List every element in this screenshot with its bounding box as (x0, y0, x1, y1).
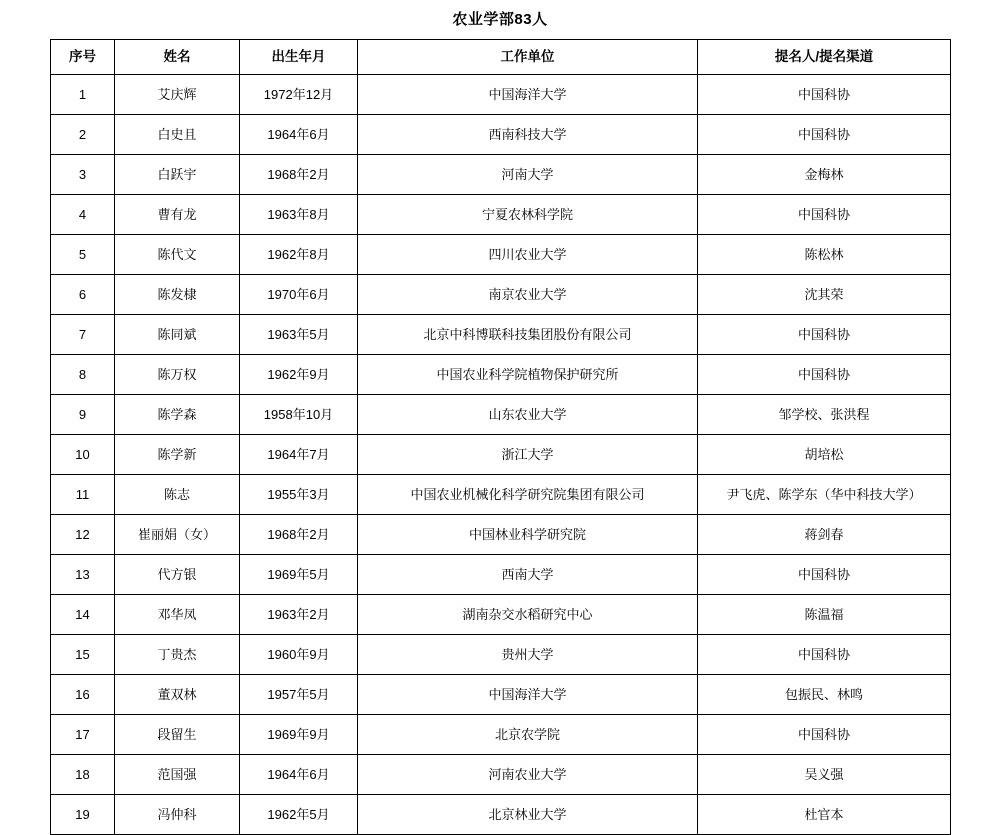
cell-index: 19 (51, 795, 115, 835)
cell-birth: 1962年5月 (240, 795, 358, 835)
cell-birth: 1958年10月 (240, 395, 358, 435)
cell-org: 西南大学 (358, 555, 698, 595)
cell-org: 中国农业机械化科学研究院集团有限公司 (358, 475, 698, 515)
cell-index: 3 (51, 155, 115, 195)
cell-index: 11 (51, 475, 115, 515)
cell-birth: 1968年2月 (240, 515, 358, 555)
table-row (51, 195, 951, 235)
cell-nom: 蒋剑春 (698, 515, 951, 555)
cell-birth: 1963年5月 (240, 315, 358, 355)
cell-org: 中国农业科学院植物保护研究所 (358, 355, 698, 395)
cell-index: 14 (51, 595, 115, 635)
cell-name: 代方银 (115, 555, 240, 595)
cell-birth: 1963年8月 (240, 195, 358, 235)
cell-index: 2 (51, 115, 115, 155)
cell-org: 山东农业大学 (358, 395, 698, 435)
cell-name: 艾庆辉 (115, 75, 240, 115)
cell-name: 陈代文 (115, 235, 240, 275)
table-body (51, 75, 951, 835)
table-row (51, 75, 951, 115)
roster-table (50, 39, 951, 835)
cell-birth: 1964年7月 (240, 435, 358, 475)
table-row (51, 115, 951, 155)
cell-org: 南京农业大学 (358, 275, 698, 315)
cell-birth: 1969年5月 (240, 555, 358, 595)
cell-birth: 1957年5月 (240, 675, 358, 715)
table-header (51, 40, 951, 75)
cell-nom: 中国科协 (698, 635, 951, 675)
column-header-name: 姓名 (115, 40, 240, 75)
cell-index: 4 (51, 195, 115, 235)
cell-nom: 尹飞虎、陈学东（华中科技大学） (698, 475, 951, 515)
cell-index: 9 (51, 395, 115, 435)
cell-org: 贵州大学 (358, 635, 698, 675)
cell-org: 北京林业大学 (358, 795, 698, 835)
table-row (51, 795, 951, 835)
cell-birth: 1962年9月 (240, 355, 358, 395)
cell-name: 陈学森 (115, 395, 240, 435)
cell-name: 陈发棣 (115, 275, 240, 315)
cell-nom: 包振民、林鸣 (698, 675, 951, 715)
cell-org: 中国海洋大学 (358, 675, 698, 715)
cell-index: 16 (51, 675, 115, 715)
table-header-row (51, 40, 951, 75)
cell-org: 河南农业大学 (358, 755, 698, 795)
cell-name: 冯仲科 (115, 795, 240, 835)
cell-org: 中国海洋大学 (358, 75, 698, 115)
cell-name: 白史且 (115, 115, 240, 155)
cell-index: 5 (51, 235, 115, 275)
cell-birth: 1970年6月 (240, 275, 358, 315)
cell-index: 15 (51, 635, 115, 675)
table-row (51, 275, 951, 315)
cell-nom: 吴义强 (698, 755, 951, 795)
cell-org: 北京中科博联科技集团股份有限公司 (358, 315, 698, 355)
cell-org: 河南大学 (358, 155, 698, 195)
cell-name: 陈万权 (115, 355, 240, 395)
cell-nom: 中国科协 (698, 355, 951, 395)
cell-name: 白跃宇 (115, 155, 240, 195)
cell-name: 陈志 (115, 475, 240, 515)
table-row (51, 715, 951, 755)
cell-index: 12 (51, 515, 115, 555)
cell-birth: 1964年6月 (240, 115, 358, 155)
table-row (51, 395, 951, 435)
table-row (51, 515, 951, 555)
cell-nom: 杜官本 (698, 795, 951, 835)
table-row (51, 475, 951, 515)
cell-nom: 陈温福 (698, 595, 951, 635)
cell-nom: 中国科协 (698, 315, 951, 355)
cell-nom: 中国科协 (698, 75, 951, 115)
column-header-nominator: 提名人/提名渠道 (698, 40, 951, 75)
cell-org: 四川农业大学 (358, 235, 698, 275)
cell-birth: 1955年3月 (240, 475, 358, 515)
cell-org: 中国林业科学研究院 (358, 515, 698, 555)
cell-nom: 沈其荣 (698, 275, 951, 315)
cell-name: 陈同斌 (115, 315, 240, 355)
cell-org: 宁夏农林科学院 (358, 195, 698, 235)
cell-nom: 胡培松 (698, 435, 951, 475)
cell-name: 曹有龙 (115, 195, 240, 235)
cell-index: 1 (51, 75, 115, 115)
cell-nom: 中国科协 (698, 115, 951, 155)
column-header-index: 序号 (51, 40, 115, 75)
cell-nom: 中国科协 (698, 715, 951, 755)
cell-nom: 中国科协 (698, 555, 951, 595)
cell-index: 8 (51, 355, 115, 395)
cell-index: 13 (51, 555, 115, 595)
cell-birth: 1960年9月 (240, 635, 358, 675)
table-row (51, 635, 951, 675)
cell-name: 范国强 (115, 755, 240, 795)
table-row (51, 235, 951, 275)
cell-birth: 1972年12月 (240, 75, 358, 115)
table-row (51, 315, 951, 355)
table-row (51, 355, 951, 395)
table-row (51, 595, 951, 635)
table-row (51, 755, 951, 795)
table-row (51, 435, 951, 475)
cell-org: 浙江大学 (358, 435, 698, 475)
cell-birth: 1968年2月 (240, 155, 358, 195)
cell-name: 陈学新 (115, 435, 240, 475)
cell-nom: 邹学校、张洪程 (698, 395, 951, 435)
cell-org: 湖南杂交水稻研究中心 (358, 595, 698, 635)
cell-birth: 1962年8月 (240, 235, 358, 275)
cell-name: 董双林 (115, 675, 240, 715)
table-row (51, 555, 951, 595)
cell-birth: 1963年2月 (240, 595, 358, 635)
cell-nom: 中国科协 (698, 195, 951, 235)
cell-name: 邓华凤 (115, 595, 240, 635)
cell-index: 7 (51, 315, 115, 355)
page-title: 农业学部83人 (452, 11, 548, 28)
table-row (51, 675, 951, 715)
cell-org: 北京农学院 (358, 715, 698, 755)
cell-name: 丁贵杰 (115, 635, 240, 675)
roster-table-container (50, 39, 950, 835)
cell-org: 西南科技大学 (358, 115, 698, 155)
cell-index: 10 (51, 435, 115, 475)
cell-index: 17 (51, 715, 115, 755)
cell-nom: 金梅林 (698, 155, 951, 195)
column-header-birth: 出生年月 (240, 40, 358, 75)
cell-birth: 1964年6月 (240, 755, 358, 795)
table-row (51, 155, 951, 195)
cell-index: 18 (51, 755, 115, 795)
cell-nom: 陈松林 (698, 235, 951, 275)
column-header-org: 工作单位 (358, 40, 698, 75)
cell-name: 段留生 (115, 715, 240, 755)
cell-name: 崔丽娟（女） (115, 515, 240, 555)
cell-index: 6 (51, 275, 115, 315)
cell-birth: 1969年9月 (240, 715, 358, 755)
